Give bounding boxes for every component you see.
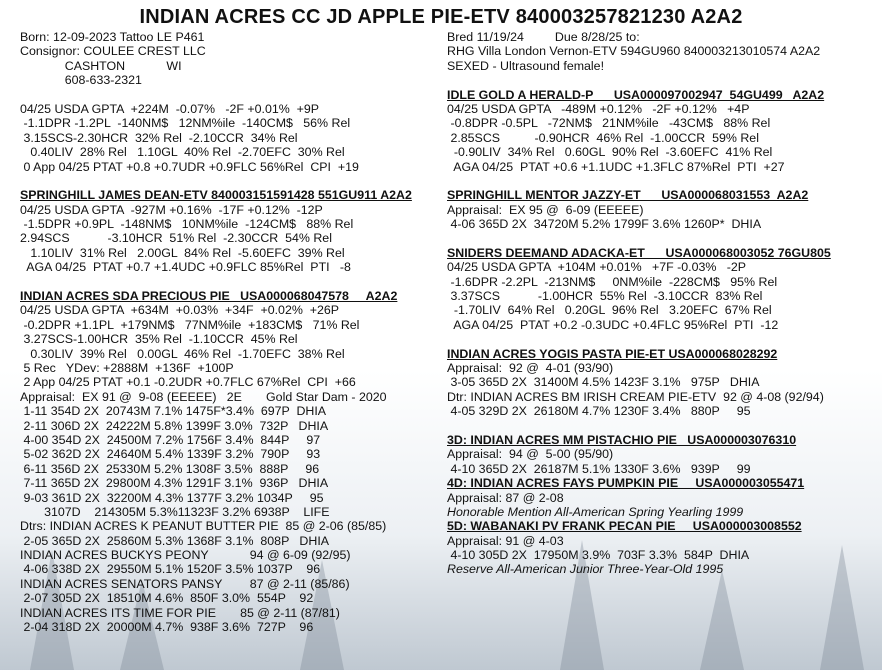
appraisal-line: Appraisal: 91 @ 4-03: [447, 533, 564, 548]
record-line: 4-10 305D 2X 17950M 3.9% 703F 3.3% 584P DHIA: [447, 548, 750, 563]
stat-line: 04/25 USDA GPTA +224M -0.07% -2F +0.01% +9P: [20, 101, 320, 116]
record-line: 2-07 305D 2X 18510M 4.6% 850F 3.0% 554P 92: [20, 591, 314, 606]
appraisal-line: Appraisal: 87 @ 2-08: [447, 490, 564, 505]
left-column: [20, 30, 440, 634]
stat-line: AGA 04/25 PTAT +0.7 +1.4UDC +0.9FLC 85%Rel PTI -8: [20, 260, 351, 275]
info-line: CASHTON WI: [20, 58, 182, 73]
second-dam-heading: INDIAN ACRES YOGIS PASTA PIE-ET USA000068028292: [447, 346, 778, 361]
record-line: 3-05 365D 2X 31400M 4.5% 1423F 3.1% 975P DHIA: [447, 375, 760, 390]
stat-line: 2.94SCS -3.10HCR 51% Rel -2.30CCR 54% Rel: [20, 231, 332, 246]
record-line: 9-03 361D 2X 32200M 4.3% 1377F 3.2% 1034P 95: [20, 490, 324, 505]
fifth-dam-heading: 5D: WABANAKI PV FRANK PECAN PIE USA000003008552: [447, 519, 802, 534]
award-note: Honorable Mention All-American Spring Yearling 1999: [447, 504, 744, 519]
third-dam-section: [447, 433, 877, 476]
stat-line: -1.6DPR -2.2PL -213NM$ 0NM%ile -228CM$ 95% Rel: [447, 274, 778, 289]
consignor-info: [20, 30, 440, 88]
mgd-heading: SNIDERS DEEMAND ADACKA-ET USA000068003052 76GU805: [447, 245, 831, 260]
mgs-section: [447, 188, 877, 231]
right-column: [447, 30, 877, 577]
info-line: SEXED - Ultrasound female!: [447, 58, 605, 73]
mgs-heading: SPRINGHILL MENTOR JAZZY-ET USA000068031553 A2A2: [447, 188, 809, 203]
breeding-info: [447, 30, 877, 73]
fourth-dam-heading: 4D: INDIAN ACRES FAYS PUMPKIN PIE USA000003055471: [447, 476, 805, 491]
animal-genomics: [20, 102, 440, 174]
info-line: Consignor: COULEE CREST LLC: [20, 44, 206, 59]
record-line: 2-11 306D 2X 24222M 5.8% 1399F 3.0% 732P DHIA: [20, 418, 329, 433]
stat-line: -0.90LIV 34% Rel 0.60GL 90% Rel -3.60EFC 41% Rel: [447, 145, 773, 160]
record-line: 6-11 356D 2X 25330M 5.2% 1308F 3.5% 888P 96: [20, 461, 320, 476]
page-title: INDIAN ACRES CC JD APPLE PIE-ETV 840003257821230 A2A2: [139, 6, 743, 28]
stat-line: 5 Rec YDev: +2888M +136F +100P: [20, 360, 234, 375]
record-line: 4-06 338D 2X 29550M 5.1% 1520F 3.5% 1037P 96: [20, 562, 321, 577]
dam-heading: INDIAN ACRES SDA PRECIOUS PIE USA000068047578 A2A2: [20, 289, 398, 304]
info-line: 608-633-2321: [20, 73, 142, 88]
daughter-line: INDIAN ACRES BUCKYS PEONY 94 @ 6-09 (92/95): [20, 548, 351, 563]
info-line: RHG Villa London Vernon-ETV 594GU960 840003213010574 A2A2: [447, 44, 821, 59]
record-line: 4-10 365D 2X 26187M 5.1% 1330F 3.6% 939P 99: [447, 461, 751, 476]
stat-line: 3.15SCS-2.30HCR 32% Rel -2.10CCR 34% Rel: [20, 130, 298, 145]
stat-line: 04/25 USDA GPTA -489M +0.12% -2F +0.12% +4P: [447, 101, 750, 116]
stat-line: 0.40LIV 28% Rel 1.10GL 40% Rel -2.70EFC 30% Rel: [20, 145, 345, 160]
stat-line: 2 App 04/25 PTAT +0.1 -0.2UDR +0.7FLC 67%Rel CPI +66: [20, 375, 356, 390]
fourth-dam-section: [447, 476, 877, 519]
background-tree: [700, 570, 744, 670]
appraisal-line: Appraisal: EX 91 @ 9-08 (EEEEE) 2E Gold Star Dam - 2020: [20, 389, 387, 404]
stat-line: -0.2DPR +1.1PL +179NM$ 77NM%ile +183CM$ 71% Rel: [20, 317, 360, 332]
stat-line: 3.27SCS-1.00HCR 35% Rel -1.10CCR 45% Rel: [20, 332, 298, 347]
appraisal-line: Appraisal: EX 95 @ 6-09 (EEEEE): [447, 202, 644, 217]
daughter-line: Dtrs: INDIAN ACRES K PEANUT BUTTER PIE 85 @ 2-06 (85/85): [20, 519, 387, 534]
stat-line: 04/25 USDA GPTA +634M +0.03% +34F +0.02% +26P: [20, 303, 340, 318]
stat-line: AGA 04/25 PTAT +0.6 +1.1UDC +1.3FLC 87%Rel PTI +27: [447, 159, 785, 174]
daughter-line: INDIAN ACRES ITS TIME FOR PIE 85 @ 2-11 (87/81): [20, 605, 340, 620]
sire-heading: SPRINGHILL JAMES DEAN-ETV 840003151591428 551GU911 A2A2: [20, 188, 412, 203]
record-line: 1-11 354D 2X 20743M 7.1% 1475F*3.4% 697P DHIA: [20, 404, 327, 419]
daughters-section: [20, 519, 440, 634]
fifth-dam-section: [447, 519, 877, 577]
appraisal-line: Appraisal: 94 @ 5-00 (95/90): [447, 447, 614, 462]
record-line: 7-11 365D 2X 29800M 4.3% 1291F 3.1% 936P DHIA: [20, 476, 329, 491]
stat-line: -1.1DPR -1.2PL -140NM$ 12NM%ile -140CM$ 56% Rel: [20, 116, 351, 131]
stat-line: 04/25 USDA GPTA -927M +0.16% -17F +0.12% -12P: [20, 202, 323, 217]
record-line: 4-05 329D 2X 26180M 4.7% 1230F 3.4% 880P 95: [447, 404, 751, 419]
dam-section: [20, 289, 440, 519]
stat-line: 2.85SCS -0.90HCR 46% Rel -1.00CCR 59% Rel: [447, 130, 759, 145]
daughter-line: INDIAN ACRES SENATORS PANSY 87 @ 2-11 (85/86): [20, 576, 350, 591]
stat-line: -1.5DPR +0.9PL -148NM$ 10NM%ile -124CM$ 88% Rel: [20, 217, 354, 232]
stat-line: 3.37SCS -1.00HCR 55% Rel -3.10CCR 83% Rel: [447, 289, 763, 304]
lifetime-line: 3107D 214305M 5.3%11323F 3.2% 6938P LIFE: [20, 504, 330, 519]
award-note: Reserve All-American Junior Three-Year-Old 1995: [447, 562, 724, 577]
stat-line: 0 App 04/25 PTAT +0.8 +0.7UDR +0.9FLC 56%Rel CPI +19: [20, 159, 359, 174]
stat-line: -1.70LIV 64% Rel 0.20GL 96% Rel 3.20EFC 67% Rel: [447, 303, 772, 318]
info-line: Bred 11/19/24 Due 8/28/25 to:: [447, 30, 640, 44]
daughter-line: Dtr: INDIAN ACRES BM IRISH CREAM PIE-ETV 92 @ 4-08 (92/94): [447, 389, 824, 404]
stat-line: AGA 04/25 PTAT +0.2 -0.3UDC +0.4FLC 95%Rel PTI -12: [447, 317, 779, 332]
record-line: 2-05 365D 2X 25860M 5.3% 1368F 3.1% 808P DHIA: [20, 533, 330, 548]
second-dam-section: [447, 347, 877, 419]
service-sire-heading: IDLE GOLD A HERALD-P USA000097002947 54GU499 A2A2: [447, 87, 825, 102]
mgd-section: [447, 246, 877, 332]
record-line: 2-04 318D 2X 20000M 4.7% 938F 3.6% 727P 96: [20, 620, 314, 635]
stat-line: 1.10LIV 31% Rel 2.00GL 84% Rel -5.60EFC 39% Rel: [20, 245, 345, 260]
appraisal-line: Appraisal: 92 @ 4-01 (93/90): [447, 360, 614, 375]
third-dam-heading: 3D: INDIAN ACRES MM PISTACHIO PIE USA000003076310: [447, 432, 797, 447]
stat-line: 0.30LIV 39% Rel 0.00GL 46% Rel -1.70EFC 38% Rel: [20, 346, 345, 361]
service-sire-section: [447, 88, 877, 174]
record-line: 4-00 354D 2X 24500M 7.2% 1756F 3.4% 844P 97: [20, 432, 321, 447]
info-line: Born: 12-09-2023 Tattoo LE P461: [20, 30, 205, 44]
record-line: 4-06 365D 2X 34720M 5.2% 1799F 3.6% 1260P* DHIA: [447, 217, 762, 232]
stat-line: -0.8DPR -0.5PL -72NM$ 21NM%ile -43CM$ 88% Rel: [447, 116, 771, 131]
record-line: 5-02 362D 2X 24640M 5.4% 1339F 3.2% 790P 93: [20, 447, 321, 462]
stat-line: 04/25 USDA GPTA +104M +0.01% +7F -0.03% -2P: [447, 260, 747, 275]
sire-section: [20, 188, 440, 274]
